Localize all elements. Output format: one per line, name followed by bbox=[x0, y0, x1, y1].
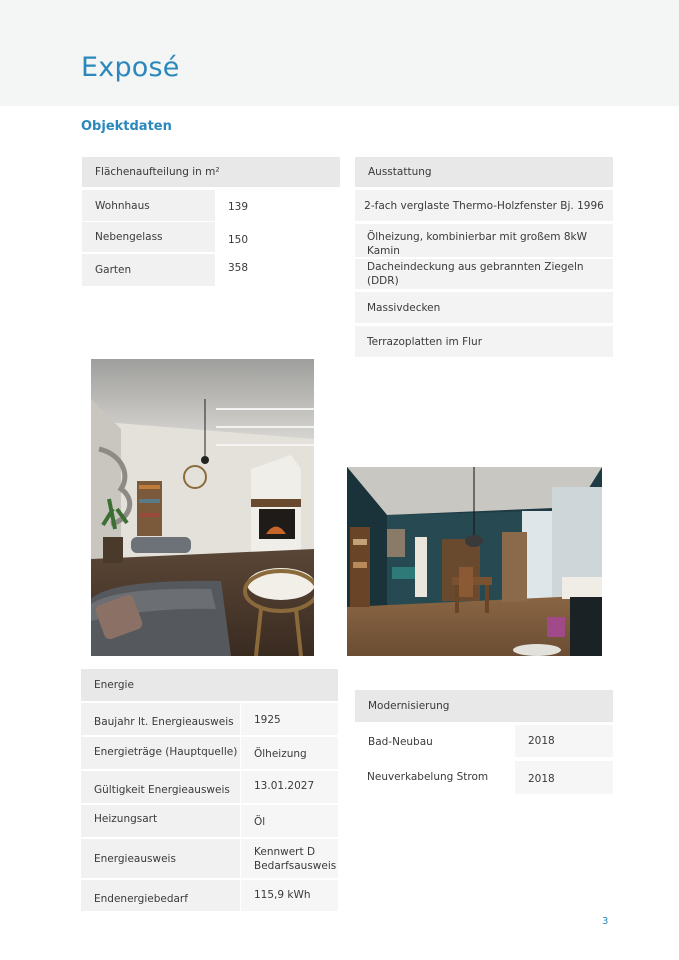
energie-row-value: Ölheizung bbox=[241, 737, 338, 769]
energie-row-label: Energieträge (Hauptquelle) bbox=[81, 737, 240, 769]
energie-row-value: Öl bbox=[241, 805, 338, 837]
energie-row-value: 1925 bbox=[241, 703, 338, 735]
energieausweis-kennwert: Kennwert D bbox=[254, 845, 316, 858]
flaechen-row-label: Nebengelass bbox=[82, 222, 215, 252]
flaechen-row-label: Wohnhaus bbox=[82, 190, 215, 221]
energie-row-label: Baujahr lt. Energieausweis bbox=[81, 703, 240, 735]
flaechen-header: Flächenaufteilung in m² bbox=[82, 157, 340, 187]
dining-room-image bbox=[347, 467, 602, 656]
energieausweis-art: Bedarfsausweis bbox=[254, 859, 337, 872]
flaechen-row-value: 358 bbox=[215, 254, 340, 286]
ausstattung-item: 2-fach verglaste Thermo-Holzfenster Bj. 1996 bbox=[355, 190, 613, 221]
energie-row-value: 115,9 kWh bbox=[241, 880, 338, 911]
ausstattung-item: Dacheindeckung aus gebrannten Ziegeln (DDR) bbox=[355, 259, 613, 289]
page-number: 3 bbox=[602, 916, 609, 927]
energie-row-value bbox=[241, 839, 338, 878]
energie-row-label: Heizungsart bbox=[81, 805, 240, 837]
flaechen-row-label: Garten bbox=[82, 254, 215, 286]
section-title: Objektdaten bbox=[81, 119, 172, 134]
ausstattung-item: Ölheizung, kombinierbar mit großem 8kW Kamin bbox=[355, 224, 613, 257]
page-title: Exposé bbox=[81, 52, 180, 83]
flaechen-row-value: 139 bbox=[215, 190, 340, 221]
flaechen-row-value: 150 bbox=[215, 222, 340, 252]
energie-row-value: 13.01.2027 bbox=[241, 771, 338, 803]
living-room-photo bbox=[91, 359, 314, 656]
energie-row-label: Endenergiebedarf bbox=[81, 880, 240, 911]
modernisierung-row-value: 2018 bbox=[515, 761, 613, 794]
modernisierung-row-label: Bad-Neubau bbox=[355, 725, 515, 757]
ausstattung-header: Ausstattung bbox=[355, 157, 613, 187]
energie-header: Energie bbox=[81, 669, 338, 701]
modernisierung-row-label: Neuverkabelung Strom bbox=[355, 761, 515, 794]
ausstattung-item: Massivdecken bbox=[355, 292, 613, 323]
modernisierung-row-value: 2018 bbox=[515, 725, 613, 757]
energie-row-label: Energieausweis bbox=[81, 839, 240, 878]
dining-room-photo bbox=[347, 467, 602, 656]
ausstattung-item: Terrazoplatten im Flur bbox=[355, 326, 613, 357]
energie-row-label: Gültigkeit Energieausweis bbox=[81, 771, 240, 803]
modernisierung-header: Modernisierung bbox=[355, 690, 613, 722]
living-room-image bbox=[91, 359, 314, 656]
